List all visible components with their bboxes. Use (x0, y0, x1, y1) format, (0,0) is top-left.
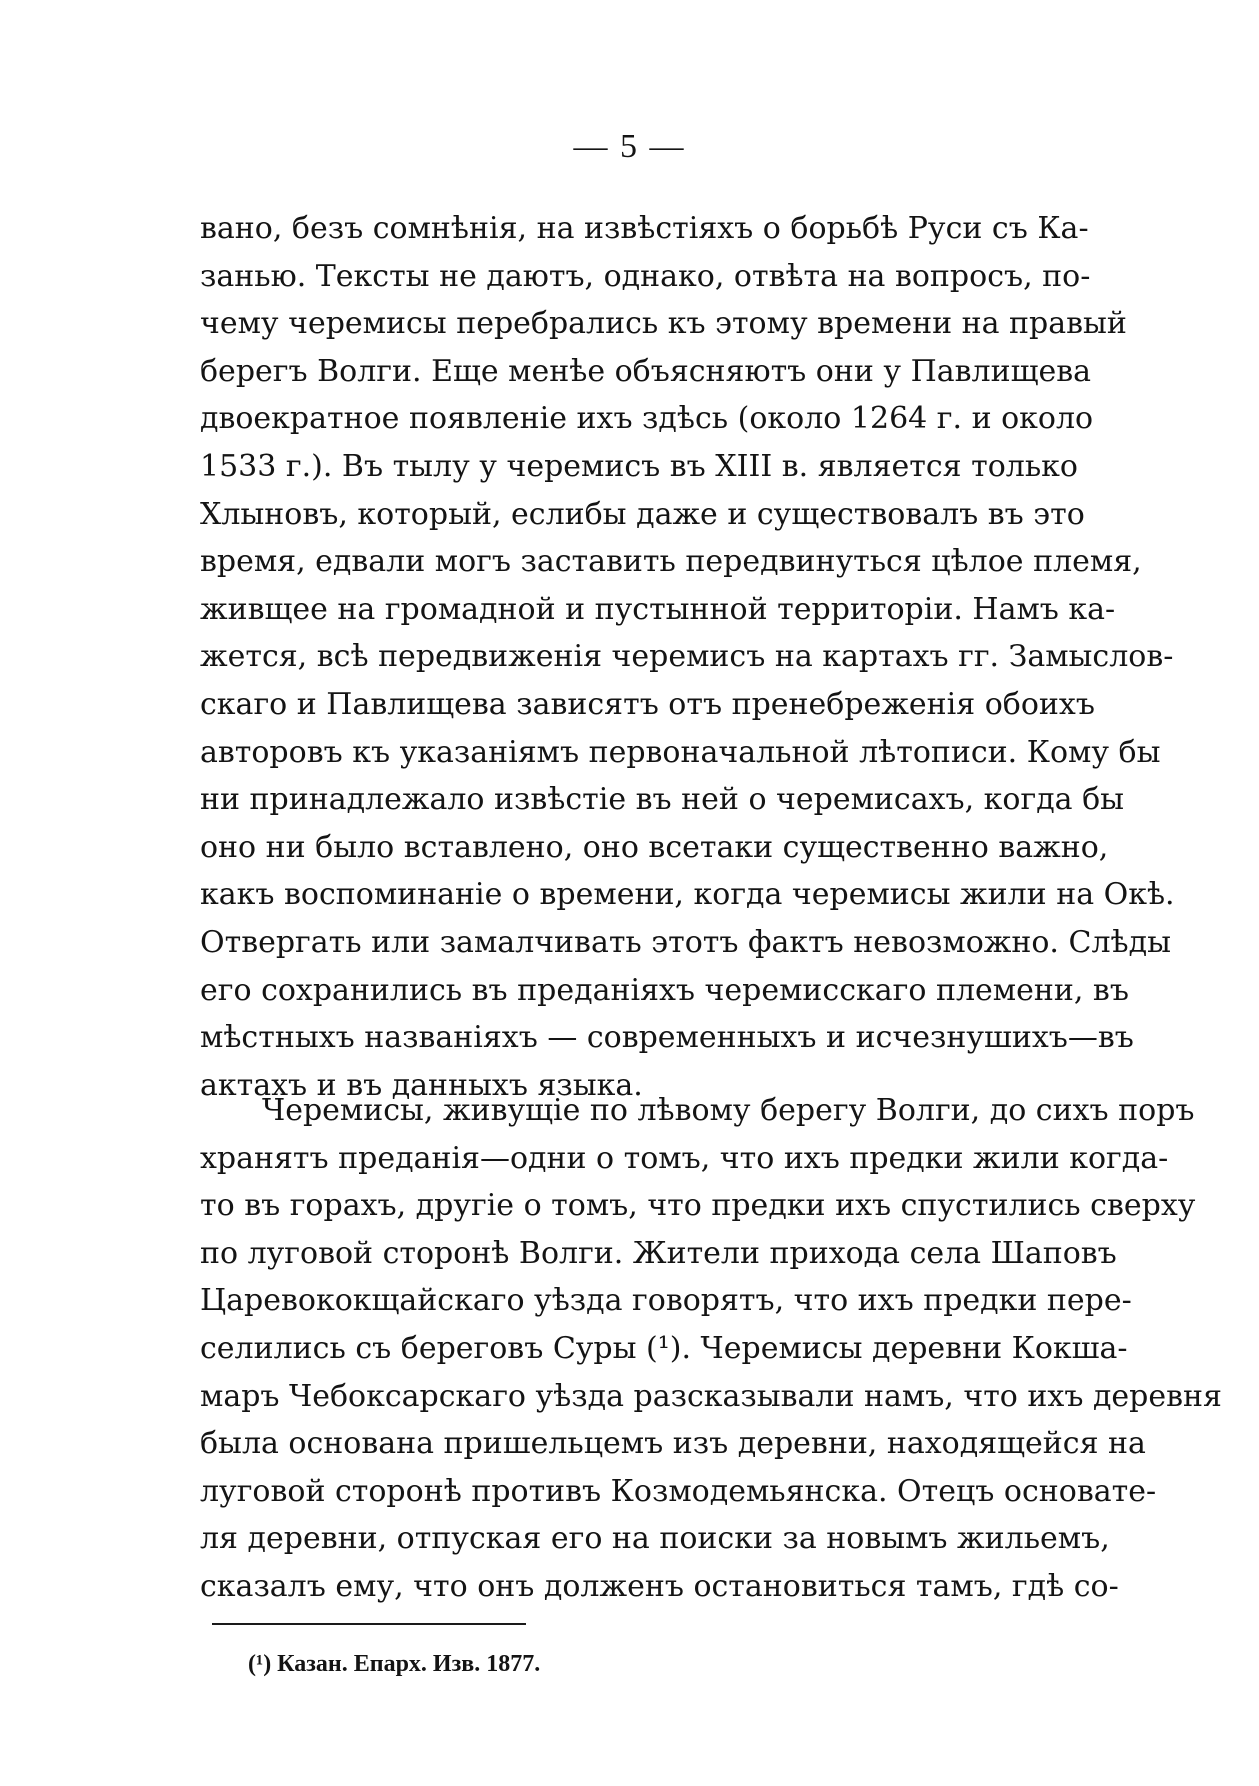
text-line: оно ни было вставлено, оно всетаки существенно важно, (200, 829, 1109, 865)
paragraph-2 (200, 1087, 1222, 1611)
text-line: ля деревни, отпуская его на поиски за новымъ жильемъ, (200, 1521, 1110, 1557)
text-line: его сохранились въ преданіяхъ черемисскаго племени, въ (200, 972, 1129, 1008)
text-line: какъ воспоминаніе о времени, когда черемисы жили на Окѣ. (200, 877, 1175, 913)
text-line: Черемисы, живущіе по лѣвому берегу Волги, до сихъ поръ (262, 1093, 1195, 1128)
text-line: Хлыновъ, который, еслибы даже и существовалъ въ это (200, 496, 1085, 532)
text-line: луговой сторонѣ противъ Козмодемьянска. Отецъ основате- (200, 1473, 1157, 1509)
text-line: то въ горахъ, другіе о томъ, что предки ихъ спустились сверху (200, 1188, 1196, 1224)
text-line: занью. Тексты не даютъ, однако, отвѣта на вопросъ, по- (200, 258, 1091, 294)
text-line: Царевококщайскаго уѣзда говорятъ, что ихъ предки пере- (200, 1283, 1132, 1319)
text-line: по луговой сторонѣ Волги. Жители прихода села Шаповъ (200, 1235, 1117, 1271)
text-line: берегъ Волги. Еще менѣе объясняютъ они у Павлищева (200, 353, 1091, 389)
text-line: селились съ береговъ Суры (¹). Черемисы деревни Кокша- (200, 1330, 1128, 1366)
text-line: 1533 г.). Въ тылу у черемисъ въ XIII в. является только (200, 448, 1078, 484)
text-line: вано, безъ сомнѣнія, на извѣстіяхъ о борьбѣ Руси съ Ка- (200, 211, 1089, 246)
text-line: хранятъ преданія—одни о томъ, что ихъ предки жили когда- (200, 1140, 1169, 1176)
text-line: живщее на громадной и пустынной территоріи. Намъ ка- (200, 591, 1116, 627)
text-line: чему черемисы перебрались къ этому времени на правый (200, 306, 1127, 342)
text-line: ни принадлежало извѣстіе въ ней о черемисахъ, когда бы (200, 782, 1125, 818)
text-line: актахъ и въ данныхъ языка. (200, 1067, 643, 1103)
text-line: сказалъ ему, что онъ долженъ остановиться тамъ, гдѣ со- (200, 1568, 1119, 1604)
footnote: (¹) Казан. Епарх. Изв. 1877. (248, 1651, 541, 1677)
text-line: Отвергать или замалчивать этотъ фактъ невозможно. Слѣды (200, 924, 1171, 960)
text-line: авторовъ къ указаніямъ первоначальной лѣтописи. Кому бы (200, 734, 1161, 770)
text-line: двоекратное появленіе ихъ здѣсь (около 1264 г. и около (200, 401, 1094, 437)
text-line: время, едвали могъ заставить передвинуться цѣлое племя, (200, 544, 1142, 580)
text-line: мѣстныхъ названіяхъ — современныхъ и исчезнушихъ—въ (200, 1020, 1134, 1056)
text-line: скаго и Павлищева зависятъ отъ пренебреженія обоихъ (200, 686, 1095, 722)
text-line: маръ Чебоксарскаго уѣзда разсказывали намъ, что ихъ деревня (200, 1378, 1222, 1414)
paragraph-1 (200, 205, 1175, 1109)
page-number: — 5 — (573, 128, 686, 165)
footnote-separator (212, 1623, 526, 1625)
text-line: жется, всѣ передвиженія черемисъ на картахъ гг. Замыслов- (200, 639, 1174, 675)
text-line: была основана пришельцемъ изъ деревни, находящейся на (200, 1426, 1146, 1462)
